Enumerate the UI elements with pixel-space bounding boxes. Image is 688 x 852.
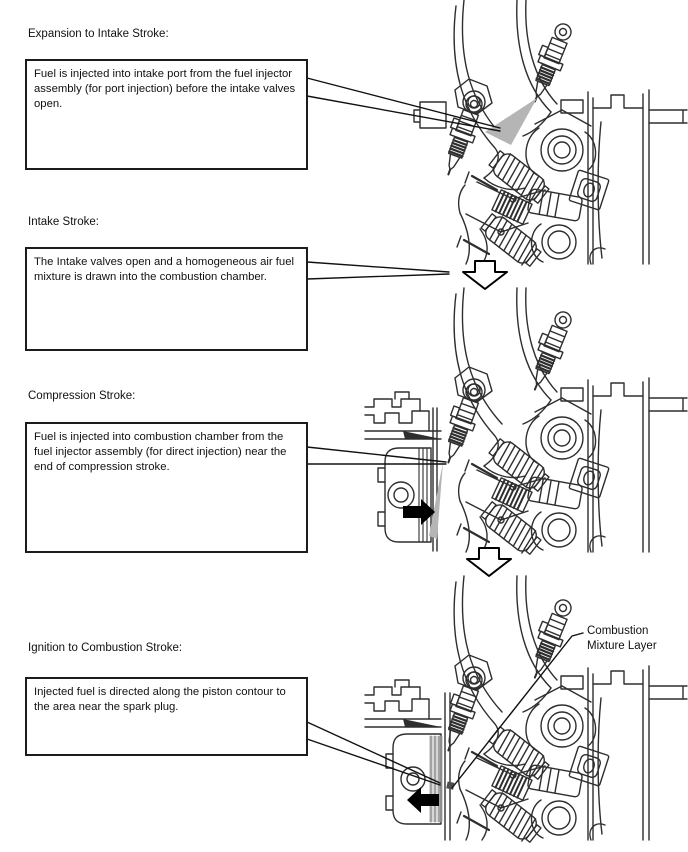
engine-illustration-combustion (365, 576, 687, 845)
flow-down-arrow-icon-1 (463, 261, 507, 289)
flow-down-arrow-icon-2 (467, 548, 511, 576)
callout-box-compression: Fuel is injected into combustion chamber from the fuel injector assembly (for direct injection) near the end of compression stroke. (25, 422, 308, 553)
section-heading-compression: Compression Stroke: (28, 390, 136, 402)
section-heading-expansion-to-intake: Expansion to Intake Stroke: (28, 28, 169, 40)
section-heading-ignition-to-combustion: Ignition to Combustion Stroke: (28, 642, 183, 654)
engine-illustration-port-injection (414, 0, 687, 269)
callout-box-expansion-to-intake: Fuel is injected into intake port from the fuel injector assembly (for port injection) before the intake valves open. (25, 59, 308, 170)
callout-box-intake: The Intake valves open and a homogeneous air fuel mixture is drawn into the combustion chamber. (25, 247, 308, 351)
section-heading-intake: Intake Stroke: (28, 216, 99, 228)
callout-leader-intake (307, 262, 449, 279)
callout-leader-compression (307, 447, 446, 464)
engine-illustration-direct-injection (365, 288, 687, 557)
callout-box-ignition-to-combustion: Injected fuel is directed along the piston contour to the area near the spark plug. (25, 677, 308, 756)
callout-leader-ignition (307, 722, 440, 785)
combustion-mixture-layer-label: Combustion Mixture Layer (587, 625, 657, 652)
